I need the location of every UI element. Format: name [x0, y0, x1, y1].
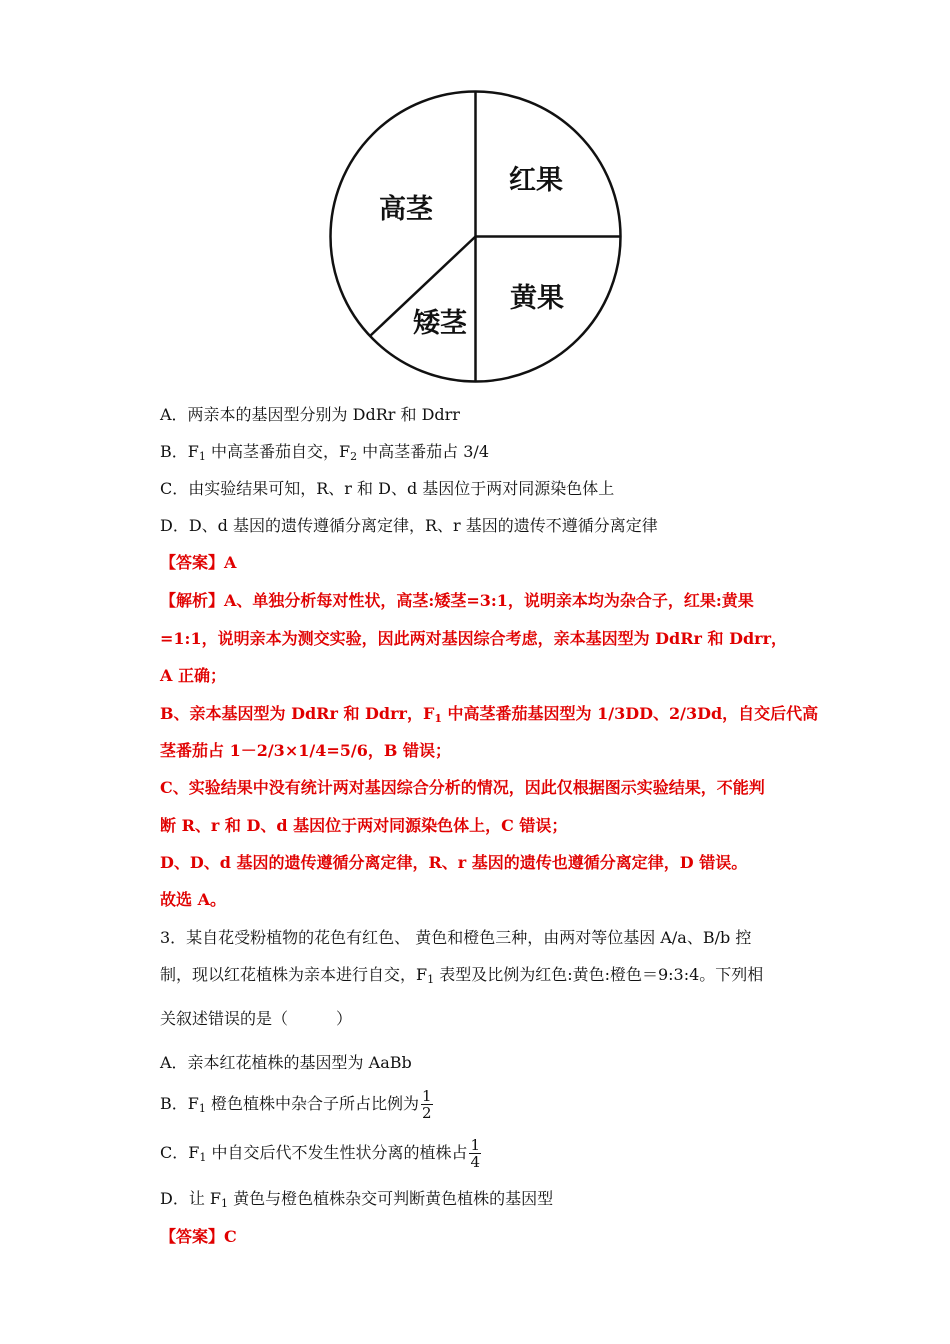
- q3-stem-line-1: 3．某自花受粉植物的花色有红色、 黄色和橙色三种，由两对等位基因 A/a、B/b 控: [160, 928, 752, 947]
- q2-explanation-line-4-sub: 1: [434, 712, 442, 725]
- q2-option-b-text-mid: 中高茎番茄自交，F: [205, 442, 351, 461]
- q3-option-b-sub: 1: [198, 1102, 206, 1115]
- q3-option-c-fraction: [469, 1137, 481, 1170]
- q3-option-d: [160, 1188, 553, 1210]
- q2-option-b-text: B．F: [160, 442, 199, 461]
- q3-option-c-text-post: 中自交后代不发生性状分离的植株占: [206, 1143, 468, 1162]
- q3-option-a: A．亲本红花植株的基因型为 AaBb: [160, 1053, 412, 1072]
- pie-svg: [328, 89, 623, 384]
- q2-explanation-line-6: C、实验结果中没有统计两对基因综合分析的情况，因此仅根据图示实验结果，不能判: [160, 778, 765, 797]
- q3-answer: 【答案】C: [160, 1227, 237, 1246]
- q2-option-c: C．由实验结果可知，R、r 和 D、d 基因位于两对同源染色体上: [160, 479, 615, 498]
- q2-option-b-text-post: 中高茎番茄占 3/4: [357, 442, 490, 461]
- q3-stem-line-2-text: 制，现以红花植株为亲本进行自交，F: [160, 965, 428, 984]
- q3-option-c-fraction-numerator: 1: [470, 1136, 480, 1154]
- q3-option-d-sub: 1: [221, 1197, 229, 1210]
- q3-stem-line-2-sub: 1: [427, 973, 435, 986]
- q3-option-d-text-post: 黄色与橙色植株杂交可判断黄色植株的基因型: [228, 1189, 554, 1208]
- pie-label-tall: 高茎: [379, 194, 433, 225]
- q3-option-b: [160, 1088, 433, 1121]
- pie-diagram: [328, 89, 623, 384]
- pie-label-dwarf: 矮茎: [413, 308, 467, 339]
- q2-answer: 【答案】A: [160, 553, 237, 572]
- q3-option-b-fraction-denominator: 2: [421, 1104, 432, 1122]
- q3-option-c-text: C．F: [160, 1143, 200, 1162]
- q3-option-b-fraction: [421, 1088, 433, 1121]
- q3-stem-line-2-text-post: 表型及比例为红色:黄色:橙色＝9:3:4。下列相: [434, 965, 764, 984]
- pie-label-red: 红果: [509, 165, 563, 196]
- q2-option-b: [160, 441, 489, 463]
- q2-option-a: A．两亲本的基因型分别为 DdRr 和 Ddrr: [160, 405, 460, 424]
- q2-option-b-sub2: 2: [350, 450, 358, 463]
- q3-option-c: [160, 1137, 481, 1170]
- q3-option-d-text: D．让 F: [160, 1189, 222, 1208]
- q2-explanation-line-4-text: B、亲本基因型为 DdRr 和 Ddrr，F: [160, 704, 435, 723]
- q2-explanation-line-2: =1:1，说明亲本为测交实验，因此两对基因综合考虑，亲本基因型为 DdRr 和 Ddrr，: [160, 629, 788, 648]
- q2-explanation-line-3: A 正确；: [160, 666, 226, 685]
- q2-option-d: D．D、d 基因的遗传遵循分离定律，R、r 基因的遗传不遵循分离定律: [160, 516, 658, 535]
- q3-stem-line-3: 关叙述错误的是（ ）: [160, 1009, 353, 1028]
- q2-explanation-line-4-text-post: 中高茎番茄基因型为 1/3DD、2/3Dd，自交后代高: [441, 704, 819, 723]
- q3-option-b-fraction-numerator: 1: [421, 1087, 432, 1105]
- q2-option-b-sub1: 1: [198, 450, 206, 463]
- q2-explanation-line-8: D、D、d 基因的遗传遵循分离定律，R、r 基因的遗传也遵循分离定律，D 错误。: [160, 853, 748, 872]
- q2-explanation-line-5: 茎番茄占 1－2/3×1/4=5/6，B 错误；: [160, 741, 451, 760]
- q3-stem-line-2: [160, 964, 763, 986]
- q2-explanation-line-9: 故选 A。: [160, 890, 226, 909]
- q3-option-b-text: B．F: [160, 1094, 199, 1113]
- pie-label-yellow: 黄果: [510, 283, 564, 314]
- q3-option-c-fraction-denominator: 4: [470, 1153, 480, 1171]
- q2-explanation-line-7: 断 R、r 和 D、d 基因位于两对同源染色体上，C 错误；: [160, 816, 568, 835]
- q3-option-c-sub: 1: [199, 1151, 207, 1164]
- q2-explanation-line-1: 【解析】A、单独分析每对性状，高茎:矮茎=3:1，说明亲本均为杂合子，红果:黄果: [160, 591, 754, 610]
- q3-option-b-text-post: 橙色植株中杂合子所占比例为: [205, 1094, 419, 1113]
- q2-explanation-line-4: [160, 703, 818, 725]
